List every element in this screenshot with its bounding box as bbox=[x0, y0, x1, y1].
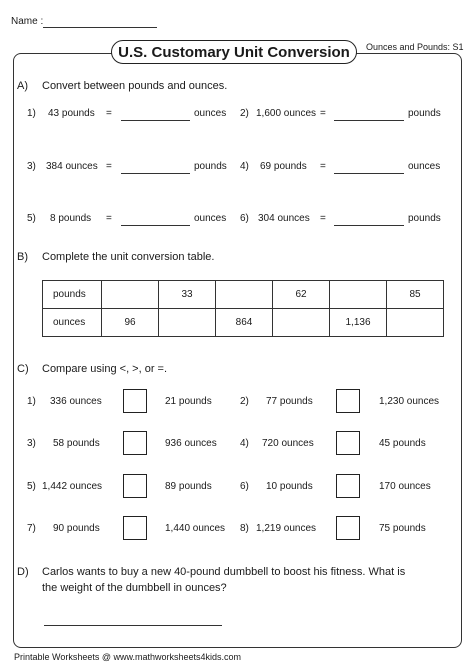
section-a-letter: A) bbox=[17, 80, 28, 92]
table-cell[interactable] bbox=[159, 309, 216, 337]
section-c-letter: C) bbox=[17, 363, 29, 375]
compare-right: 21 pounds bbox=[165, 396, 212, 407]
item-number: 3) bbox=[27, 438, 36, 449]
compare-right: 1,440 ounces bbox=[165, 523, 226, 534]
compare-left: 336 ounces bbox=[50, 396, 102, 407]
compare-answer-box[interactable] bbox=[336, 474, 360, 498]
compare-answer-box[interactable] bbox=[123, 431, 147, 455]
compare-answer-box[interactable] bbox=[336, 431, 360, 455]
answer-blank[interactable] bbox=[334, 214, 404, 226]
item-number: 8) bbox=[240, 523, 249, 534]
worksheet-frame bbox=[13, 53, 462, 648]
table-cell: 85 bbox=[387, 281, 444, 309]
equals-sign: = bbox=[106, 213, 112, 224]
item-number: 1) bbox=[27, 108, 36, 119]
table-cell[interactable] bbox=[387, 309, 444, 337]
table-row-ounces bbox=[43, 309, 444, 337]
section-b-instruction: Complete the unit conversion table. bbox=[42, 251, 215, 263]
compare-left: 720 ounces bbox=[262, 438, 314, 449]
item-value: 304 ounces bbox=[258, 213, 310, 224]
table-row-label: ounces bbox=[43, 309, 102, 337]
compare-left: 10 pounds bbox=[266, 481, 313, 492]
item-value: 8 pounds bbox=[50, 213, 92, 224]
item-number: 5) bbox=[27, 213, 36, 224]
conversion-table bbox=[42, 280, 444, 337]
compare-right: 75 pounds bbox=[379, 523, 426, 534]
item-number: 6) bbox=[240, 213, 249, 224]
item-number: 6) bbox=[240, 481, 249, 492]
compare-answer-box[interactable] bbox=[123, 389, 147, 413]
equals-sign: = bbox=[106, 161, 112, 172]
word-problem-line-2: the weight of the dumbbell in ounces? bbox=[42, 582, 227, 594]
equals-sign: = bbox=[320, 161, 326, 172]
item-number: 2) bbox=[240, 108, 249, 119]
worksheet-title: U.S. Customary Unit Conversion bbox=[111, 40, 357, 64]
word-problem-answer-line[interactable] bbox=[44, 614, 222, 626]
compare-left: 58 pounds bbox=[53, 438, 100, 449]
table-cell[interactable] bbox=[216, 281, 273, 309]
table-row-pounds bbox=[43, 281, 444, 309]
compare-answer-box[interactable] bbox=[123, 474, 147, 498]
item-unit: ounces bbox=[408, 161, 441, 172]
table-cell: 1,136 bbox=[330, 309, 387, 337]
footer-credit: Printable Worksheets @ www.mathworksheets4kids.com bbox=[14, 652, 242, 662]
item-value: 384 ounces bbox=[46, 161, 98, 172]
item-number: 2) bbox=[240, 396, 249, 407]
worksheet-subtitle: Ounces and Pounds: S1 bbox=[366, 42, 464, 52]
item-value: 43 pounds bbox=[48, 108, 95, 119]
table-cell[interactable] bbox=[273, 309, 330, 337]
compare-left: 77 pounds bbox=[266, 396, 313, 407]
compare-right: 170 ounces bbox=[379, 481, 431, 492]
compare-answer-box[interactable] bbox=[336, 516, 360, 540]
section-a-instruction: Convert between pounds and ounces. bbox=[42, 80, 228, 92]
word-problem-line-1: Carlos wants to buy a new 40-pound dumbbell to boost his fitness. What is bbox=[42, 566, 406, 578]
answer-blank[interactable] bbox=[121, 214, 190, 226]
answer-blank[interactable] bbox=[334, 109, 404, 121]
table-cell: 96 bbox=[102, 309, 159, 337]
compare-answer-box[interactable] bbox=[123, 516, 147, 540]
compare-right: 1,230 ounces bbox=[379, 396, 440, 407]
section-c-instruction: Compare using <, >, or =. bbox=[42, 363, 168, 375]
item-unit: pounds bbox=[408, 108, 441, 119]
compare-left: 1,219 ounces bbox=[256, 523, 317, 534]
equals-sign: = bbox=[320, 108, 326, 119]
equals-sign: = bbox=[320, 213, 326, 224]
item-value: 1,600 ounces bbox=[256, 108, 317, 119]
compare-left: 90 pounds bbox=[53, 523, 100, 534]
item-number: 7) bbox=[27, 523, 36, 534]
item-number: 1) bbox=[27, 396, 36, 407]
table-row-label: pounds bbox=[43, 281, 102, 309]
table-cell[interactable] bbox=[330, 281, 387, 309]
compare-right: 45 pounds bbox=[379, 438, 426, 449]
item-value: 69 pounds bbox=[260, 161, 307, 172]
item-unit: ounces bbox=[194, 213, 227, 224]
table-cell: 864 bbox=[216, 309, 273, 337]
compare-left: 1,442 ounces bbox=[42, 481, 103, 492]
table-cell: 33 bbox=[159, 281, 216, 309]
item-number: 5) bbox=[27, 481, 36, 492]
name-label: Name : bbox=[11, 16, 44, 27]
item-number: 4) bbox=[240, 161, 249, 172]
item-unit: pounds bbox=[194, 161, 227, 172]
equals-sign: = bbox=[106, 108, 112, 119]
table-cell[interactable] bbox=[102, 281, 159, 309]
section-d-letter: D) bbox=[17, 566, 29, 578]
table-cell: 62 bbox=[273, 281, 330, 309]
item-number: 3) bbox=[27, 161, 36, 172]
compare-right: 936 ounces bbox=[165, 438, 217, 449]
section-b-letter: B) bbox=[17, 251, 28, 263]
item-unit: ounces bbox=[194, 108, 227, 119]
name-field[interactable] bbox=[43, 16, 157, 28]
compare-right: 89 pounds bbox=[165, 481, 212, 492]
answer-blank[interactable] bbox=[334, 162, 404, 174]
compare-answer-box[interactable] bbox=[336, 389, 360, 413]
item-unit: pounds bbox=[408, 213, 441, 224]
answer-blank[interactable] bbox=[121, 162, 190, 174]
answer-blank[interactable] bbox=[121, 109, 190, 121]
item-number: 4) bbox=[240, 438, 249, 449]
